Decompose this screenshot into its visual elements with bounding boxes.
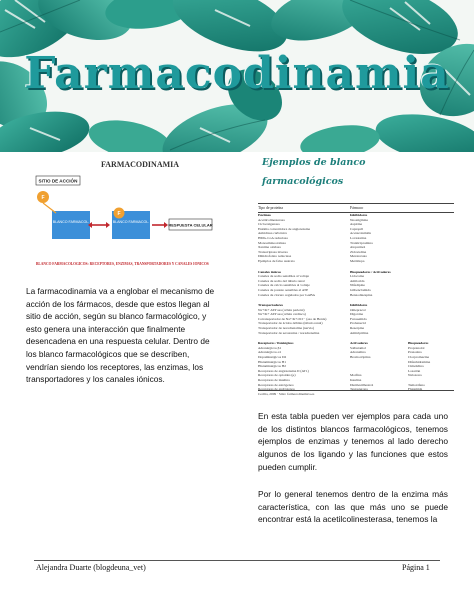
svg-text:F: F	[41, 195, 45, 201]
table-header-col-1: Tipo de proteína	[258, 206, 283, 210]
table-cell: Captopril	[350, 226, 364, 231]
pharmacodynamics-diagram	[34, 173, 214, 263]
section-drug-class: Inhibidores	[350, 213, 368, 217]
table-cell: Bromocriptina	[350, 355, 371, 360]
table-cell: Nifedipino	[350, 283, 366, 288]
table-cell: Adrenérgicos α1	[258, 350, 282, 355]
section-drug-class: Inhibidores	[350, 303, 368, 308]
table-cell: Probenecid	[350, 321, 366, 326]
table-row	[258, 331, 454, 336]
svg-text:F: F	[117, 211, 121, 217]
table-header-col-2: Fármaco	[350, 206, 364, 210]
table-cell: Receptores de estrógenos	[258, 382, 294, 387]
table-cell: Furosemida	[350, 316, 367, 321]
cell-response-label: RESPUESTA CELULAR	[168, 222, 213, 228]
table-cell: Histaminérgicos H1	[258, 359, 287, 364]
right-title-line-2: farmacológicos	[262, 176, 344, 187]
table-cell: Receptores de angiotensina II (AT1)	[258, 368, 309, 373]
table-cell: Receptores de opioides (μ)	[258, 373, 296, 378]
table-cell: Histaminérgicos H2	[258, 364, 287, 369]
table-cell: Alopurinol	[350, 245, 366, 250]
table-cell: Benzodiazepina	[350, 292, 373, 297]
table-section	[258, 341, 454, 392]
table-cell: Monoaminooxidasa	[258, 240, 286, 245]
table-cell: Cimetidina	[408, 364, 424, 369]
table-section	[258, 213, 454, 264]
footer-author: Alejandra Duarte (blogdeuna_vet)	[36, 563, 146, 572]
right-section-title	[262, 153, 442, 191]
table-cell: Metildopa	[350, 258, 365, 263]
table-cell: Lidocaína	[350, 274, 364, 279]
table-cell: Amilorida	[350, 278, 365, 283]
table-cell: Flutamida	[408, 387, 423, 392]
table-cell: Lovastatina	[350, 235, 367, 240]
section-title: Receptores / fisiológicos	[258, 341, 294, 346]
table-cell: Tranilcipromina	[350, 240, 373, 245]
table-cell: Xantina oxidasa	[258, 245, 281, 250]
table-cell: Prazosina	[408, 350, 422, 355]
figure-title: FARMACODINAMIA	[100, 160, 180, 169]
table-cell: Adrenérgicos β1	[258, 345, 282, 350]
table-body	[258, 213, 454, 398]
right-paragraph-1: En esta tabla pueden ver ejemplos para cada uno de los distintos blancos farmacológicos, tenemos ejemplos de enzimas y tenemos al lado derecho algunos de los ligando y las funciones que estos pueden cumplir.	[258, 411, 448, 472]
table-cell: Reserpina	[350, 326, 364, 331]
section-title: Enzimas	[258, 213, 271, 217]
table-cell: Dietilestilbestrol	[350, 382, 374, 387]
site-of-action-label: SITIO DE ACCIÓN	[38, 178, 78, 184]
table-cell: Transportador de ácidos débiles (túbulo renal)	[258, 321, 323, 326]
table-cell: Canales de sodio sensibles al voltaje	[258, 274, 310, 279]
table-cell: Tamoxifeno	[408, 382, 425, 387]
drug-targets-table	[256, 201, 456, 398]
table-cell: Transportador de noradrenalina (nervio)	[258, 326, 315, 331]
table-cell: Propranolol	[408, 345, 425, 350]
table-cell: Testosterona	[350, 387, 368, 392]
table-cell: Transportador de serotonina / noradrenalina	[258, 330, 320, 335]
section-drug-class: Bloqueadores / Activadores	[350, 269, 391, 274]
right-paragraph-2: Por lo general tenemos dentro de la enzima más característica, con las que más uno se puede encontrar está la acetilcolinesterasa, tenemos la	[258, 489, 448, 525]
section-title: Transportadores	[258, 303, 283, 308]
table-row	[258, 293, 454, 298]
table-footer: Cecilia, 2009 · Sitio: farmacodinamica.es	[258, 390, 454, 397]
right-title-line-1: Ejemplos de blanco	[262, 157, 366, 168]
table-cell: Canales de potasio sensibles al ATP	[258, 287, 309, 292]
table-cell: Aspirina	[350, 222, 363, 227]
table-cell: Dihidrofolato reductasa	[258, 254, 292, 259]
table-cell: Acetazolamida	[350, 231, 371, 236]
table-cell: Canales de sodio del túbulo renal	[258, 278, 305, 283]
table-cell: Ejemplos de falso sustrato	[258, 258, 295, 263]
table-row	[258, 259, 454, 264]
table-cell: Morfina	[350, 373, 362, 378]
drug-arrow	[43, 203, 56, 213]
table-cell: Amitriptilina	[350, 330, 369, 335]
table-cell: Canales de cloruro regulados por GABA	[258, 292, 316, 297]
table-cell: Neostigmina	[350, 217, 368, 222]
table-cell: Anhidrasa carbónica	[258, 231, 287, 236]
table-cell: Ciclooxigenasa	[258, 222, 280, 227]
footer-divider	[34, 560, 440, 561]
table-cell: Receptores de insulina	[258, 378, 290, 382]
table-cell: Adrenalina	[350, 350, 366, 355]
table-cell: HMG-CoA reductasa	[258, 235, 288, 240]
table-cell: Losartán	[408, 368, 421, 373]
page-number: Página 1	[402, 563, 430, 572]
table-section	[258, 270, 454, 298]
target-box-1	[52, 211, 90, 239]
table-cell: Glibenclamida	[350, 287, 371, 292]
table-cell: Digoxina	[350, 312, 364, 317]
table-section	[258, 303, 454, 335]
table-cell: Metotrexato	[350, 254, 368, 259]
table-cell: Omeprazol	[350, 307, 366, 312]
table-cell: Naloxona	[408, 373, 422, 378]
target-box-1-label: BLANCO FARMACOL.	[52, 220, 90, 224]
table-cell: Dopaminérgicos D2	[258, 355, 287, 360]
table-cell: Salbutamol	[350, 345, 366, 350]
table-cell: Cotransportador de Na+/K+/2Cl− (asa de Henle)	[258, 316, 327, 321]
table-cell: Enzima convertidora de angiotensina	[258, 226, 310, 231]
table-header	[258, 203, 454, 213]
table-cell: Insulina	[350, 378, 362, 382]
table-cell: Acetilcolinesterasa	[258, 217, 285, 222]
table-cell: Na+/K+ ATP asa (célula cardíaca)	[258, 312, 306, 317]
table-cell: Difenhidramina	[408, 359, 431, 364]
table-cell: Na+/K+ ATP asa (célula parietal)	[258, 307, 305, 312]
left-paragraph: La farmacodinamia va a englobar el mecanismo de acción de los fármacos, desde que estos llegan al sitio de acción, según su blanco farmacológico, y esto genera una interacción que finalmente desencadena en una respuesta celular. Dentro de los blanco farmacológicos que se describen, vendrían siendo los receptores, las enzimas, los transportadores y los canales iónicos.	[26, 286, 215, 385]
table-cell: Zidovudina	[350, 249, 367, 254]
section-title: Canales iónicos	[258, 269, 282, 274]
section-extra-class: Bloqueadores	[408, 341, 429, 346]
target-box-2-label: BLANCO FARMACOL.	[112, 220, 150, 224]
page-title: Farmacodinamia	[24, 48, 450, 99]
section-drug-class: Activadores	[350, 341, 368, 346]
table-cell: Receptores de andrógenos	[258, 387, 295, 392]
table-cell: Canales de calcio sensibles al voltaje	[258, 283, 310, 288]
table-cell: Clorpromazina	[408, 355, 429, 360]
table-cell: Transcriptasa inversa	[258, 249, 288, 254]
figure-caption: BLANCO FARMACOLOGICOS: RECEPTORES, ENZIMAS, TRANSPORTADORES Y CANALES IONICOS	[36, 262, 209, 266]
